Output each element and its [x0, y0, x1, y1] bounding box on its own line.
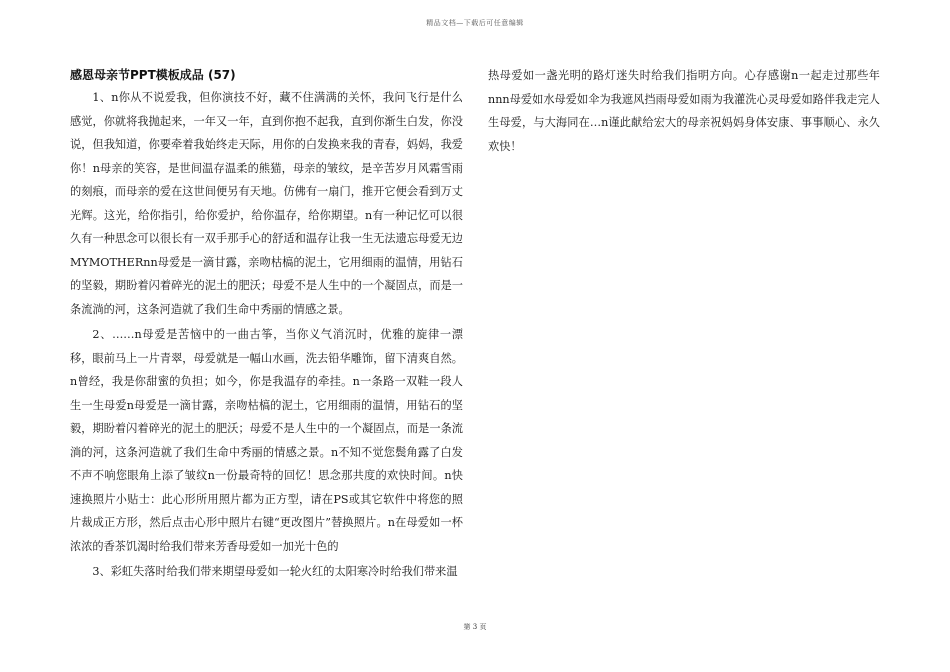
document-title: 感恩母亲节PPT模板成品 (57) — [70, 68, 236, 82]
page-header-note: 精品文档—下载后可任意编辑 — [426, 19, 524, 27]
paragraph-2: 2、……n母爱是苦恼中的一曲古筝，当你义气消沉时，优雅的旋律一漂移，眼前马上一片青翠，母爱就是一幅山水画，洗去铅华雕饰，留下清爽自然。n曾经，我是你甜蜜的负担；如今，你是我温存的牵挂。n一条路一双鞋一段人生一生母爱n母爱是一滴甘露，亲吻枯槁的泥土，它用细雨的温情，用钻石的坚毅，期盼着闪着碎光的泥土的肥沃；母爱不是人生中的一个凝固点，而是一条流淌的河，这条河造就了我们生命中秀丽的情感之景。n不知不觉您鬓角露了白发不声不响您眼角上添了皱纹n一份最奇特的回忆！思念那共度的欢快时间。n快速换照片小贴士：此心形所用照片都为正方型，请在PS或其它软件中将您的照片裁成正方形，然后点击心形中照片右键“更改图片”替换照片。n在母爱如一杯浓浓的香茶饥渴时给我们带来芳香母爱如一加光十色的 — [70, 328, 463, 553]
page-number: 第 3 页 — [463, 623, 487, 631]
paragraph-1: 1、n你从不说爱我，但你演技不好，藏不住满满的关怀，我问飞行是什么感觉，你就将我抛起来，一年又一年，直到你抱不起我，直到你渐生白发，你没说，但我知道，你要牵着我始终走天际，用你的白发换来我的青春，妈妈，我爱你！n母亲的笑容，是世间温存温柔的熊猫，母亲的皱纹，是辛苦岁月风霜雪雨的刻痕，而母亲的爱在这世间便另有天地。仿佛有一扇门，推开它便会看到万丈光辉。这光，给你指引，给你爱护，给你温存，给你期望。n有一种记忆可以很久有一种思念可以很长有一双手那手心的舒适和温存让我一生无法遗忘母爱无边MYMOTHERnn母爱是一滴甘露，亲吻枯槁的泥土，它用细雨的温情，用钻石的坚毅，期盼着闪着碎光的泥土的肥沃；母爱不是人生中的一个凝固点，而是一条流淌的河，这条河造就了我们生命中秀丽的情感之景。 — [70, 91, 463, 316]
paragraph-3: 3、彩虹失落时给我们带来期望母爱如一轮火红的太阳寒冷时给我们带来温 — [92, 565, 458, 578]
paragraph-3-continued: 热母爱如一盏光明的路灯迷失时给我们指明方向。心存感谢n一起走过那些年nnn母爱如水母爱如伞为我遮风挡雨母爱如雨为我灌洗心灵母爱如路伴我走完人生母爱，与大海同在…n谨此献给宏大的母亲祝妈妈身体安康、事事顺心、永久欢快！ — [488, 69, 880, 153]
left-column — [70, 64, 463, 584]
right-column — [488, 64, 880, 158]
